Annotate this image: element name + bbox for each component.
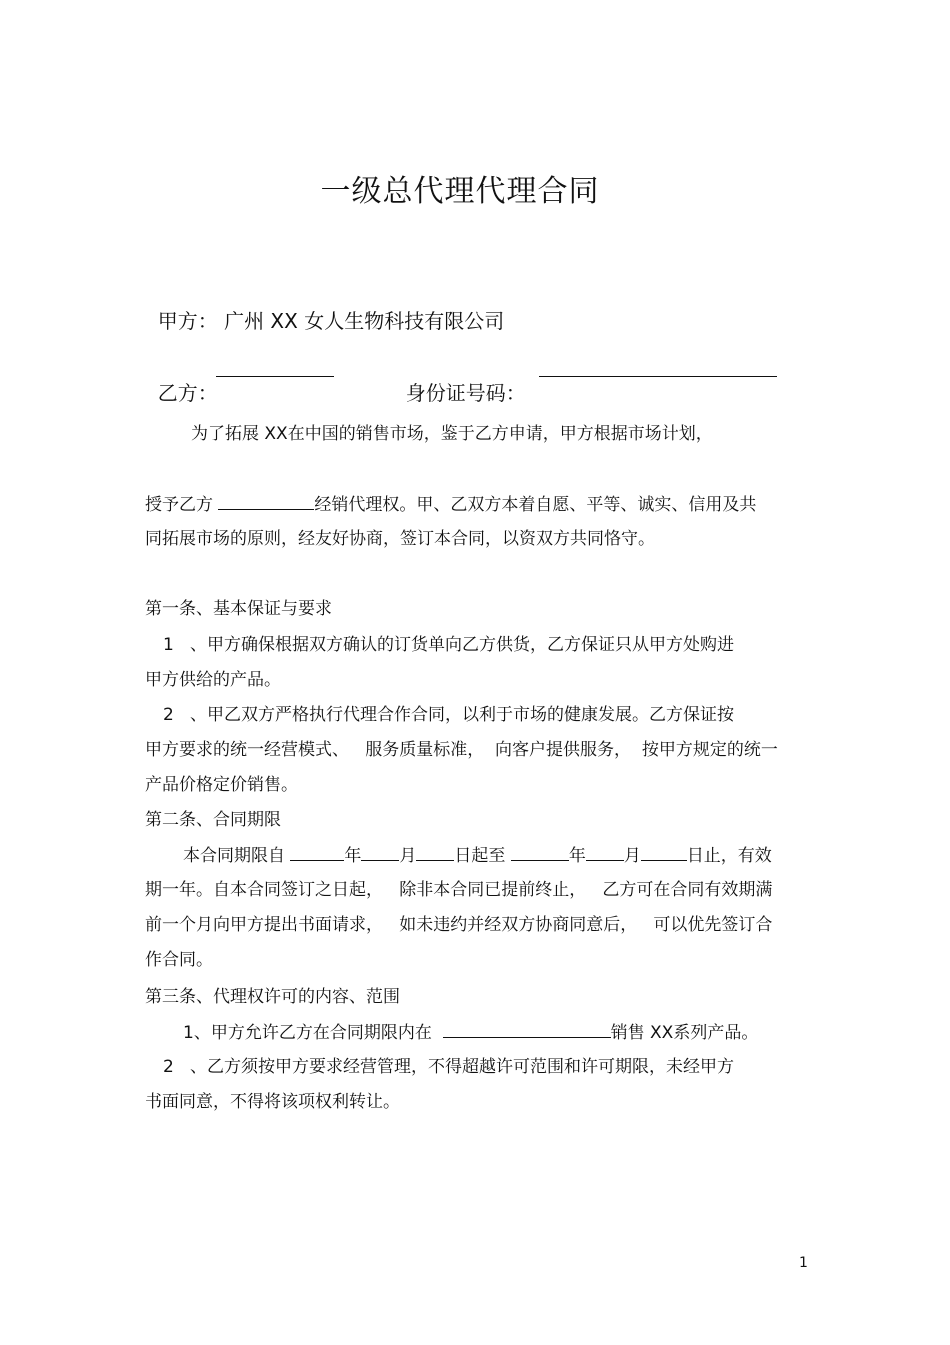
article-3-item-1 [183,1020,758,1045]
preamble-line-3: 同拓展市场的原则，经友好协商，签订本合同，以资双方共同恪守。 [145,529,655,549]
start-month-label: 月 [399,846,417,866]
party-a-line [145,279,504,335]
start-year-label: 年 [344,846,362,866]
preamble-line-1: 为了拓展 XX在中国的销售市场，鉴于乙方申请，甲方根据市场计划， [191,424,713,444]
start-year-blank[interactable] [290,843,344,861]
end-month-label: 月 [623,846,641,866]
start-day-label: 日起至 [454,846,511,866]
end-month-blank[interactable] [586,843,624,861]
end-day-label: 日止，有效 [686,846,772,866]
article-2-heading: 第二条、合同期限 [145,810,281,830]
page-title: 一级总代理代理合同 [320,174,600,209]
sales-region-blank[interactable] [443,1020,611,1038]
end-day-blank[interactable] [641,843,687,861]
party-b-id-line [393,351,526,407]
party-a-name: 广州 XX 女人生物科技有限公司 [224,309,505,333]
article-3-heading: 第三条、代理权许可的内容、范围 [145,987,400,1007]
article-1-item-2-line-1: 2 、甲乙双方严格执行代理合作合同，以利于市场的健康发展。乙方保证按 [163,705,735,725]
end-year-blank[interactable] [511,843,569,861]
article-1-item-2-line-2: 甲方要求的统一经营模式、 服务质量标准， 向客户提供服务， 按甲方规定的统一 [145,740,778,760]
end-year-label: 年 [568,846,586,866]
article-3-item-1-product: 销售 XX系列产品。 [610,1023,759,1043]
start-month-blank[interactable] [361,843,399,861]
article-3-item-2-line-2: 书面同意，不得将该项权利转让。 [145,1092,400,1112]
start-day-blank[interactable] [416,843,454,861]
preamble-line-2 [145,492,756,517]
party-b-label: 乙方： [157,381,218,405]
article-1-item-1-line-2: 甲方供给的产品。 [145,670,281,690]
page-number: 1 [799,1255,808,1271]
party-b-id-label: 身份证号码： [405,381,526,405]
article-2-line-3: 前一个月向甲方提出书面请求， 如未违约并经双方协商同意后， 可以优先签订合 [145,915,773,935]
preamble-grant-text: 授予乙方 [145,495,219,515]
preamble-rights-text: 经销代理权。甲、乙双方本着自愿、平等、诚实、信用及共 [314,495,757,515]
article-1-heading: 第一条、基本保证与要求 [145,599,332,619]
article-2-term-line [183,843,772,868]
article-3-item-1-text: 1、甲方允许乙方在合同期限内在 [183,1023,443,1043]
article-3-item-2-line-1: 2 、乙方须按甲方要求经营管理，不得超越许可范围和许可期限，未经甲方 [163,1057,735,1077]
term-start-text: 本合同期限自 [183,846,291,866]
party-a-label: 甲方： [157,309,218,333]
article-2-line-4: 作合同。 [145,950,213,970]
article-1-item-2-line-3: 产品价格定价销售。 [145,775,298,795]
party-b-name-blank[interactable] [216,359,334,377]
article-2-line-2: 期一年。自本合同签订之日起， 除非本合同已提前终止， 乙方可在合同有效期满 [145,880,773,900]
party-b-line [145,351,218,407]
article-1-item-1-line-1: 1 、甲方确保根据双方确认的订货单向乙方供货，乙方保证只从甲方处购进 [163,635,735,655]
grant-region-blank[interactable] [218,492,314,510]
party-b-id-blank[interactable] [539,359,777,377]
